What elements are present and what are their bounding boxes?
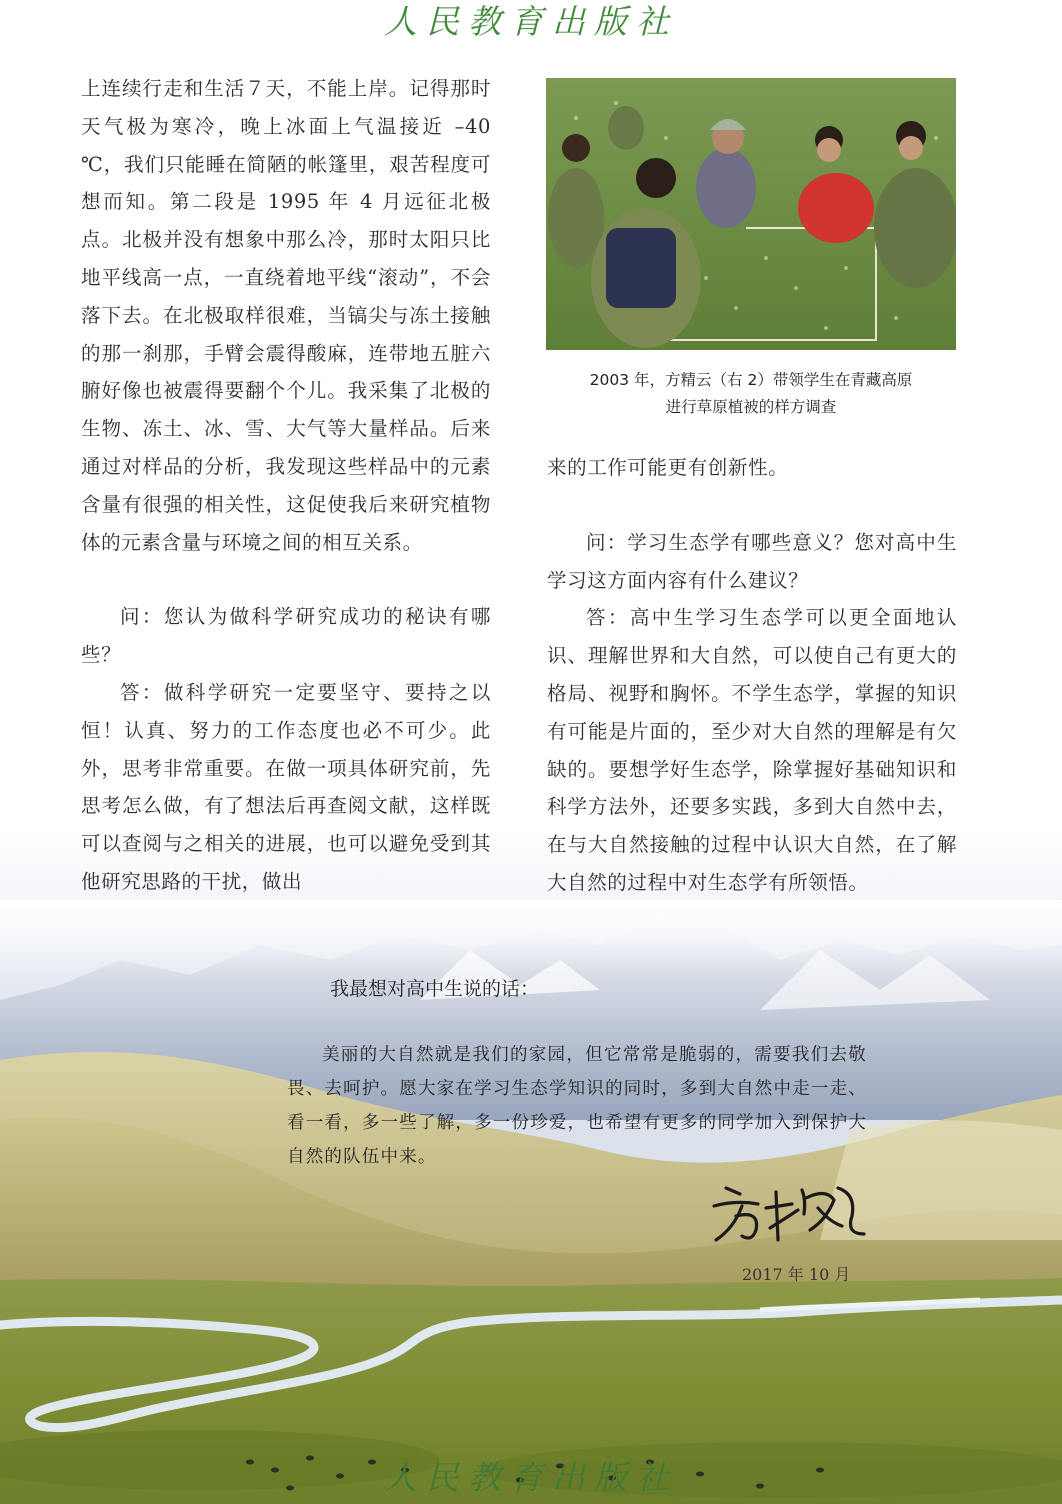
caption-line-2: 进行草原植被的样方调查 — [665, 398, 837, 416]
field-survey-photo — [546, 78, 956, 350]
answer-label: 答： — [120, 680, 164, 704]
publisher-logo: 人民教育出版社 — [384, 2, 678, 41]
photo-caption — [546, 367, 956, 421]
publisher-logo-bottom: 人民教育出版社 — [384, 1458, 678, 1497]
question-2 — [547, 524, 957, 600]
continuation-text: 来的工作可能更有创新性。 — [547, 456, 789, 479]
right-column — [547, 449, 957, 902]
caption-line-1: 2003 年，方精云（右 2）带领学生在青藏高原 — [589, 371, 913, 389]
question-1 — [81, 598, 491, 674]
left-column — [81, 70, 491, 901]
answer-label: 答： — [586, 606, 630, 630]
question-text: 学习生态学有哪些意义？您对高中生学习这方面内容有什么建议？ — [547, 530, 957, 592]
question-text: 您认为做科学研究成功的秘诀有哪些？ — [81, 605, 491, 667]
question-label: 问： — [120, 605, 164, 629]
answer-text: 高中生学习生态学可以更全面地认识、理解世界和大自然，可以使自己有更大的格局、视野和胸怀。不学生态学，掌握的知识有可能是片面的，至少对大自然的理解是有欠缺的。要想学好生态学，除掌握好基础知识和科学方法外，还要多实践，多到大自然中去，在与大自然接触的过程中认识大自然，在了解大自然的过程中对生态学有所领悟。 — [547, 606, 957, 894]
answer-text: 做科学研究一定要坚守、要持之以恒！认真、努力的工作态度也必不可少。此外，思考非常重要。在做一项具体研究前，先思考怎么做，有了想法后再查阅文献，这样既可以查阅与之相关的进展，也可以避免受到其他研究思路的干扰，做出 — [81, 680, 491, 893]
message-text: 美丽的大自然就是我们的家园，但它常常是脆弱的，需要我们去敬畏、去呵护。愿大家在学习生态学知识的同时，多到大自然中走一走、看一看，多一些了解，多一份珍爱，也希望有更多的同学加入到保护大自然的队伍中来。 — [287, 1045, 867, 1167]
handwritten-signature — [706, 1170, 876, 1250]
message-body — [287, 1038, 867, 1174]
answer-2 — [547, 599, 957, 901]
signature-date: 2017 年 10 月 — [742, 1265, 851, 1284]
body-paragraph: 上连续行走和生活７天，不能上岸。记得那时天气极为寒冷，晚上冰面上气温接近 –40 ℃，我们只能睡在简陋的帐篷里，艰苦程度可想而知。第二段是 1995 年 4 月远征北极点。北极并没有想象中那么冷，那时太阳只比地平线高一点，一直绕着地平线“滚动”，不会落下去。在北极取样很难，当镐尖与冻土接触的那一刹那，手臂会震得酸麻，连带地五脏六腑好像也被震得要翻个个儿。我采集了北极的生物、冻土、冰、雪、大气等大量样品。后来通过对样品的分析，我发现这些样品中的元素含量有很强的相关性，这促使我后来研究植物体的元素含量与环境之间的相互关系。 — [81, 77, 491, 554]
answer-1 — [81, 674, 491, 901]
message-title: 我最想对高中生说的话： — [330, 978, 540, 1000]
question-label: 问： — [586, 530, 628, 554]
